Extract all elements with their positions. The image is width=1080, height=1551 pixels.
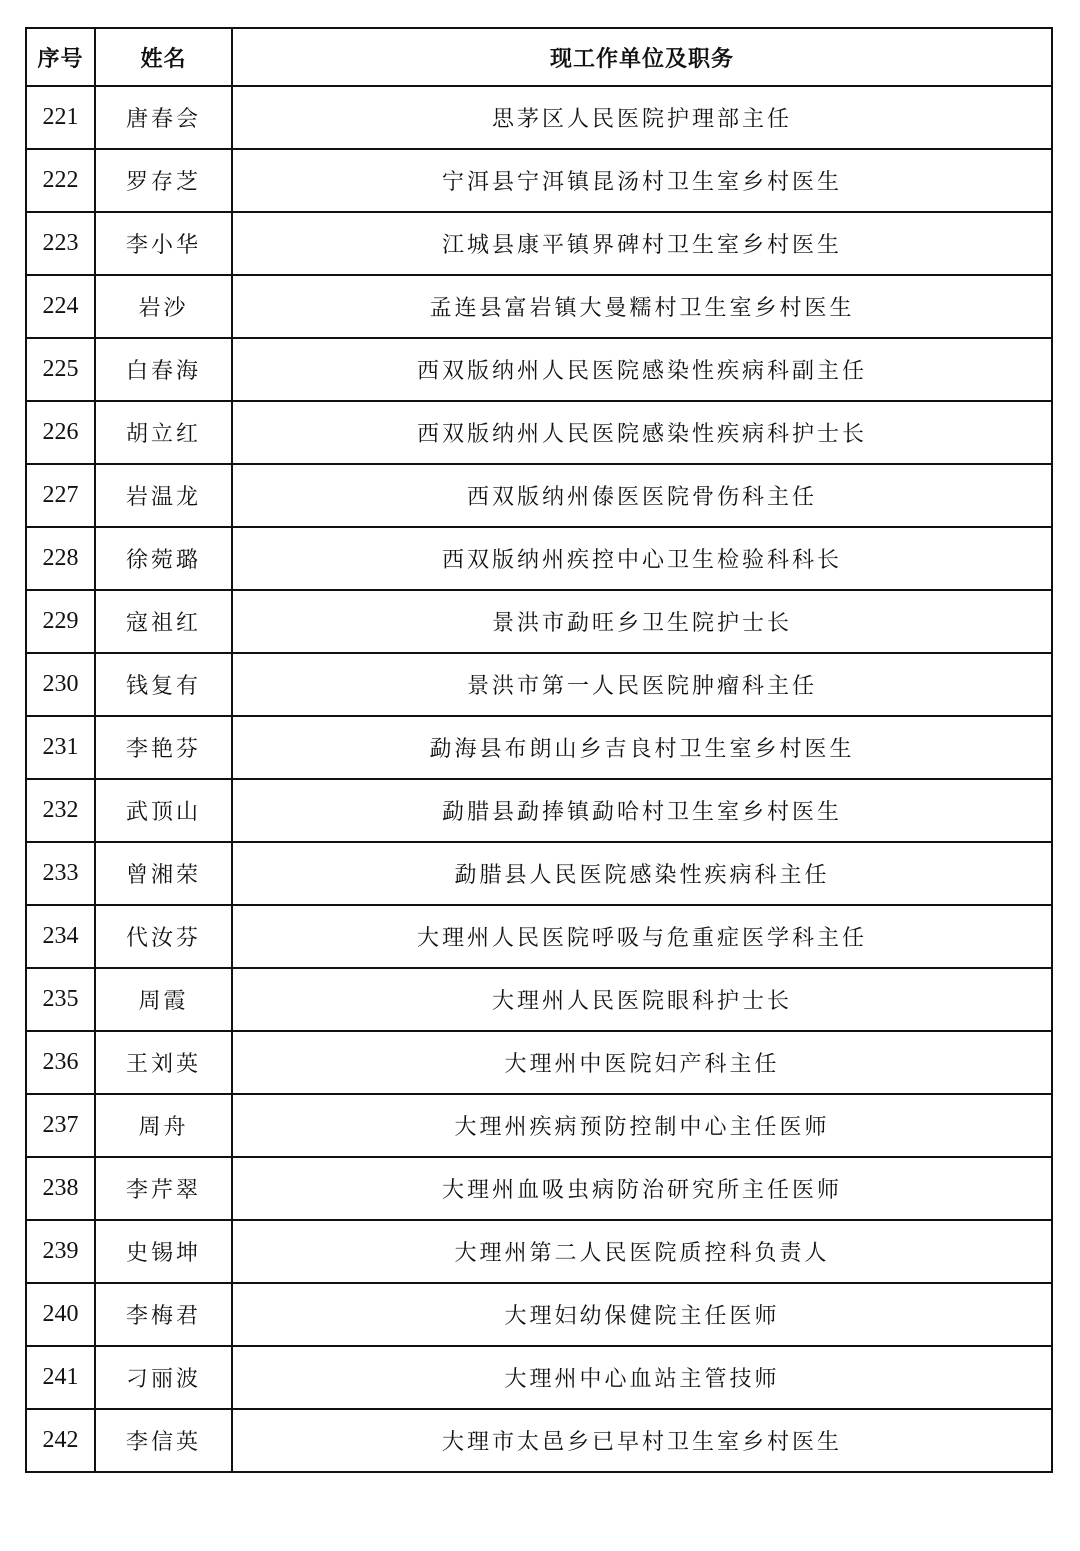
person-name: 唐春会 <box>95 86 232 149</box>
work-unit-position: 勐海县布朗山乡吉良村卫生室乡村医生 <box>232 716 1052 779</box>
row-number: 229 <box>26 590 95 653</box>
work-unit-position: 大理州人民医院呼吸与危重症医学科主任 <box>232 905 1052 968</box>
work-unit-position: 大理州中医院妇产科主任 <box>232 1031 1052 1094</box>
header-row <box>26 28 1052 86</box>
work-unit-position: 大理州中心血站主管技师 <box>232 1346 1052 1409</box>
table-row <box>26 968 1052 1031</box>
work-unit-position: 景洪市勐旺乡卫生院护士长 <box>232 590 1052 653</box>
table-row <box>26 1094 1052 1157</box>
work-unit-position: 大理妇幼保健院主任医师 <box>232 1283 1052 1346</box>
work-unit-position: 江城县康平镇界碑村卫生室乡村医生 <box>232 212 1052 275</box>
table-row <box>26 86 1052 149</box>
table-row <box>26 779 1052 842</box>
table-row <box>26 464 1052 527</box>
row-number: 234 <box>26 905 95 968</box>
row-number: 242 <box>26 1409 95 1472</box>
work-unit-position: 景洪市第一人民医院肿瘤科主任 <box>232 653 1052 716</box>
work-unit-position: 西双版纳州人民医院感染性疾病科护士长 <box>232 401 1052 464</box>
person-name: 岩沙 <box>95 275 232 338</box>
work-unit-position: 大理州疾病预防控制中心主任医师 <box>232 1094 1052 1157</box>
work-unit-position: 大理州人民医院眼科护士长 <box>232 968 1052 1031</box>
table-row <box>26 716 1052 779</box>
table-row <box>26 1157 1052 1220</box>
person-name: 王刘英 <box>95 1031 232 1094</box>
row-number: 222 <box>26 149 95 212</box>
row-number: 226 <box>26 401 95 464</box>
person-name: 史锡坤 <box>95 1220 232 1283</box>
row-number: 233 <box>26 842 95 905</box>
person-name: 胡立红 <box>95 401 232 464</box>
person-name: 周舟 <box>95 1094 232 1157</box>
person-name: 徐菀璐 <box>95 527 232 590</box>
work-unit-position: 思茅区人民医院护理部主任 <box>232 86 1052 149</box>
person-name: 岩温龙 <box>95 464 232 527</box>
table-header <box>26 28 1052 86</box>
table-row <box>26 905 1052 968</box>
work-unit-position: 大理州血吸虫病防治研究所主任医师 <box>232 1157 1052 1220</box>
row-number: 230 <box>26 653 95 716</box>
work-unit-position: 勐腊县勐捧镇勐哈村卫生室乡村医生 <box>232 779 1052 842</box>
row-number: 238 <box>26 1157 95 1220</box>
table-row <box>26 275 1052 338</box>
person-name: 李芹翠 <box>95 1157 232 1220</box>
person-name: 寇祖红 <box>95 590 232 653</box>
person-name: 曾湘荣 <box>95 842 232 905</box>
row-number: 241 <box>26 1346 95 1409</box>
table-row <box>26 590 1052 653</box>
header-unit-position: 现工作单位及职务 <box>232 28 1052 86</box>
table-row <box>26 1283 1052 1346</box>
table-row <box>26 149 1052 212</box>
table-row <box>26 401 1052 464</box>
person-name: 李艳芬 <box>95 716 232 779</box>
person-name: 李小华 <box>95 212 232 275</box>
person-name: 李梅君 <box>95 1283 232 1346</box>
table-body <box>26 86 1052 1472</box>
work-unit-position: 宁洱县宁洱镇昆汤村卫生室乡村医生 <box>232 149 1052 212</box>
row-number: 240 <box>26 1283 95 1346</box>
row-number: 232 <box>26 779 95 842</box>
work-unit-position: 大理市太邑乡已早村卫生室乡村医生 <box>232 1409 1052 1472</box>
table-row <box>26 527 1052 590</box>
row-number: 231 <box>26 716 95 779</box>
work-unit-position: 孟连县富岩镇大曼糯村卫生室乡村医生 <box>232 275 1052 338</box>
row-number: 235 <box>26 968 95 1031</box>
table-row <box>26 842 1052 905</box>
table-row <box>26 338 1052 401</box>
table-row <box>26 1409 1052 1472</box>
header-name: 姓名 <box>95 28 232 86</box>
row-number: 236 <box>26 1031 95 1094</box>
person-name: 白春海 <box>95 338 232 401</box>
work-unit-position: 西双版纳州人民医院感染性疾病科副主任 <box>232 338 1052 401</box>
person-name: 刁丽波 <box>95 1346 232 1409</box>
table-row <box>26 653 1052 716</box>
person-name: 周霞 <box>95 968 232 1031</box>
row-number: 223 <box>26 212 95 275</box>
row-number: 221 <box>26 86 95 149</box>
person-name: 代汝芬 <box>95 905 232 968</box>
row-number: 239 <box>26 1220 95 1283</box>
roster-table <box>25 27 1053 1473</box>
work-unit-position: 勐腊县人民医院感染性疾病科主任 <box>232 842 1052 905</box>
person-name: 钱复有 <box>95 653 232 716</box>
table-row <box>26 212 1052 275</box>
table-row <box>26 1346 1052 1409</box>
row-number: 224 <box>26 275 95 338</box>
table-row <box>26 1220 1052 1283</box>
work-unit-position: 西双版纳州疾控中心卫生检验科科长 <box>232 527 1052 590</box>
person-name: 罗存芝 <box>95 149 232 212</box>
row-number: 237 <box>26 1094 95 1157</box>
row-number: 228 <box>26 527 95 590</box>
row-number: 225 <box>26 338 95 401</box>
table-row <box>26 1031 1052 1094</box>
roster-page <box>25 27 1051 1473</box>
row-number: 227 <box>26 464 95 527</box>
header-number: 序号 <box>26 28 95 86</box>
person-name: 李信英 <box>95 1409 232 1472</box>
person-name: 武顶山 <box>95 779 232 842</box>
work-unit-position: 西双版纳州傣医医院骨伤科主任 <box>232 464 1052 527</box>
work-unit-position: 大理州第二人民医院质控科负责人 <box>232 1220 1052 1283</box>
